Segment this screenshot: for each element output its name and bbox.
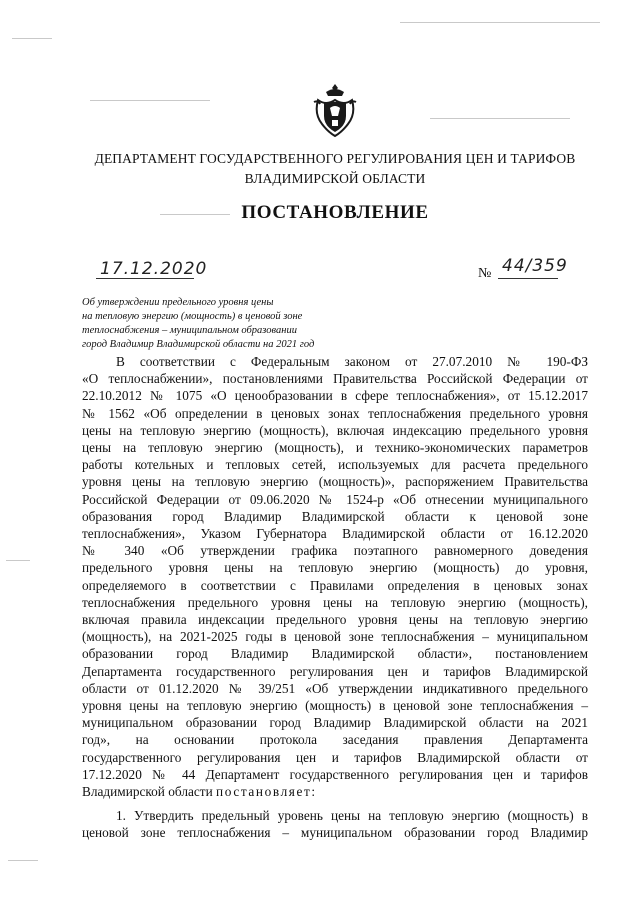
scan-noise: [400, 22, 600, 23]
number-underline: [498, 278, 558, 279]
department-name-line2: ВЛАДИМИРСКОЙ ОБЛАСТИ: [244, 171, 426, 186]
body-line: № 340 «Об утверждении графика поэтапного равномерного доведения: [82, 543, 588, 559]
body-line: цены на тепловую энергию (мощность), включая индексацию предельного уровня: [82, 422, 588, 438]
document-subject: [82, 296, 382, 352]
document-body: [82, 353, 588, 842]
subject-line: на тепловую энергию (мощность) в ценовой зоне: [82, 311, 303, 322]
subject-line: Об утверждении предельного уровня цены: [82, 297, 274, 308]
body-line: предельного уровня цены на тепловую энергию (мощность) до уровня,: [82, 560, 588, 576]
body-line: 17.12.2020 № 44 Департамент государственного регулирования цен и тарифов: [82, 766, 588, 782]
body-line: теплоснабжения предельного уровня цены на тепловую энергию (мощность),: [82, 594, 588, 610]
body-line: образовании город Владимир Владимирской области», постановлением: [82, 646, 588, 662]
scan-noise: [12, 38, 52, 39]
body-line: определяемого в соответствии с Правилами определения в ценовых зонах: [82, 577, 588, 593]
body-line: год», на основании протокола заседания правления Департамента: [82, 732, 588, 748]
body-line: № 1562 «Об определении в ценовых зонах теплоснабжения предельного уровня: [82, 405, 588, 421]
body-line: ценовой зоне теплоснабжения – муниципальном образовании город Владимир: [82, 825, 588, 841]
body-line: уровня цены на тепловую энергию (мощность)», распоряжением Правительства: [82, 474, 588, 490]
body-line: цены на тепловую энергию (мощность), и технико-экономических параметров: [82, 440, 588, 456]
department-name-line1: ДЕПАРТАМЕНТ ГОСУДАРСТВЕННОГО РЕГУЛИРОВАНИЯ ЦЕН И ТАРИФОВ: [94, 151, 576, 166]
number-label: №: [478, 266, 492, 281]
body-line: области от 01.12.2020 № 39/251 «Об утверждении индикативного предельного: [82, 680, 588, 696]
document-number: 44/359: [502, 256, 568, 276]
body-line-tail: Владимирской области: [82, 784, 213, 800]
scan-noise: [160, 214, 230, 215]
body-line: теплоснабжения», Указом Губернатора Владимирской области от 16.12.2020: [82, 526, 588, 542]
body-line-decree: [82, 783, 588, 800]
scan-noise: [6, 560, 30, 561]
body-line: В соответствии с Федеральным законом от 27.07.2010 № 190-ФЗ: [116, 354, 588, 369]
date-underline: [96, 278, 194, 279]
scan-noise: [90, 100, 210, 101]
subject-line: теплоснабжения – муниципальном образовании: [82, 325, 297, 336]
scan-noise: [8, 860, 38, 861]
document-date: 17.12.2020: [100, 259, 208, 279]
body-line: государственного регулирования цен и тарифов Владимирской области от: [82, 749, 588, 765]
body-line: «О теплоснабжении», постановлениями Правительства Российской Федерации от: [82, 371, 588, 387]
body-line: (мощность), на 2021-2025 годы в ценовой зоне теплоснабжения – муниципальном: [82, 629, 588, 645]
body-line: муниципальном образовании город Владимир Владимирской области на 2021: [82, 715, 588, 731]
body-line: Департамента государственного регулирования цен и тарифов Владимирской: [82, 663, 588, 679]
coat-of-arms-icon: [312, 82, 358, 140]
subject-line: город Владимир Владимирской области на 2021 год: [82, 339, 315, 350]
document-title: ПОСТАНОВЛЕНИЕ: [241, 202, 429, 223]
body-line: уровня цены на тепловую энергию (мощность) в ценовой зоне теплоснабжения –: [82, 698, 588, 714]
decree-word: постановляет:: [216, 784, 317, 800]
body-line: включая правила индексации предельного уровня цены на тепловую энергию: [82, 612, 588, 628]
body-line: работы котельных и тепловых сетей, используемых для расчета предельного: [82, 457, 588, 473]
body-line: образования город Владимир Владимирской области к ценовой зоне: [82, 508, 588, 524]
scan-noise: [430, 118, 570, 119]
body-line: Российской Федерации от 09.06.2020 № 1524-р «Об отнесении муниципального: [82, 491, 588, 507]
body-line: 22.10.2012 № 1075 «О ценообразовании в сфере теплоснабжения», от 15.12.2017: [82, 388, 588, 404]
body-line: 1. Утвердить предельный уровень цены на тепловую энергию (мощность) в: [116, 808, 588, 824]
